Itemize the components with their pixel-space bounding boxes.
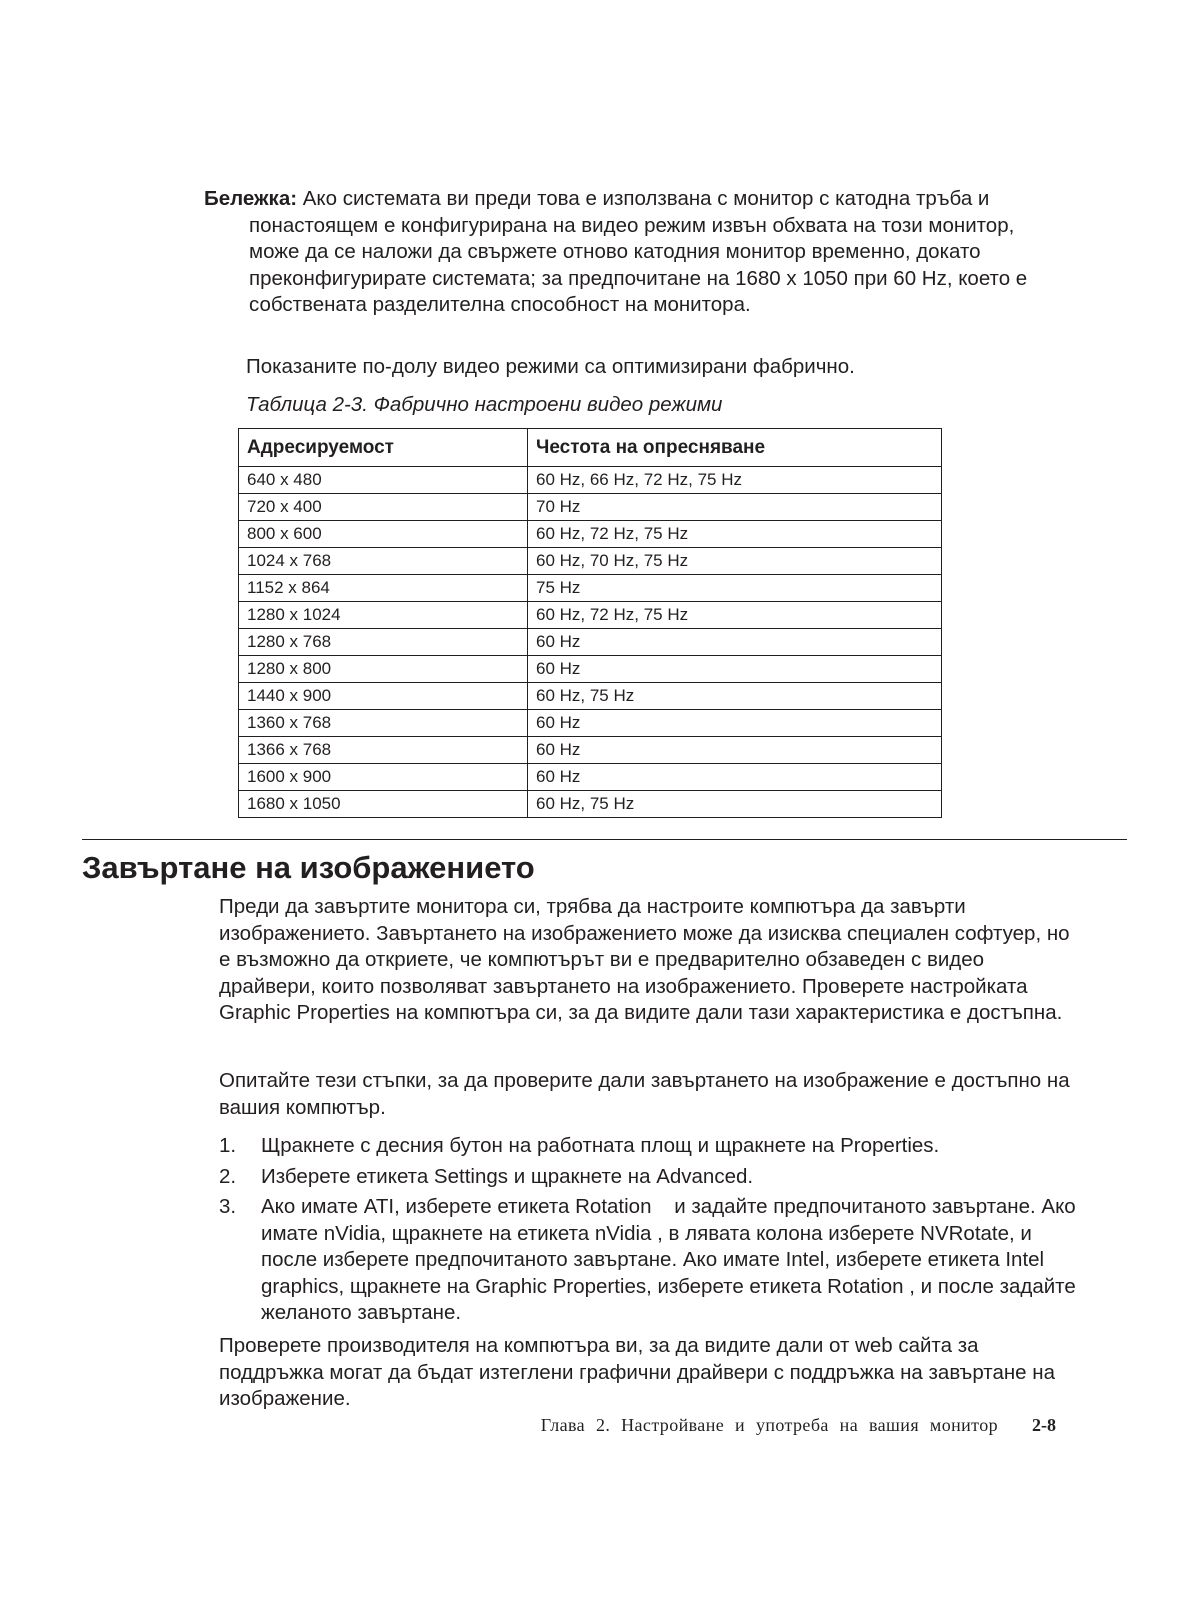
cell-addressability: 1280 x 1024: [239, 602, 528, 629]
step-text: Щракнете с десния бутон на работната площ и щракнете на Properties.: [261, 1134, 940, 1157]
cell-addressability: 1024 x 768: [239, 548, 528, 575]
cell-addressability: 1360 x 768: [239, 710, 528, 737]
cell-addressability: 800 x 600: [239, 521, 528, 548]
footer-chapter: Глава 2. Настройване и употреба на вашия монитор: [540, 1415, 998, 1435]
cell-addressability: 1280 x 800: [239, 656, 528, 683]
cell-refresh-rate: 60 Hz, 70 Hz, 75 Hz: [528, 548, 942, 575]
table-row: [239, 629, 942, 656]
section-divider: [82, 839, 1127, 840]
table-row: [239, 548, 942, 575]
note-label: Бележка:: [204, 187, 298, 210]
cell-addressability: 1680 x 1050: [239, 791, 528, 818]
video-modes-table: [238, 428, 942, 818]
step-text: Ако имате ATI, изберете етикета Rotation и задайте предпочитаното завъртане. Ако имате nVidia, щракнете на етикета nVidia , в лявата колона изберете NVRotate, и после изберете предпочитаното завъртане. Ако имате Intel, изберете етикета Intel graphics, щракнете на Graphic Properties, изберете етикета Rotation , и после задайте желаното завъртане.: [261, 1195, 1082, 1324]
cell-refresh-rate: 60 Hz, 75 Hz: [528, 791, 942, 818]
page-footer: [541, 1415, 1056, 1436]
header-refresh-rate: Честота на опресняване: [528, 429, 942, 467]
cell-addressability: 1440 x 900: [239, 683, 528, 710]
note-block: [204, 186, 1054, 319]
cell-refresh-rate: 60 Hz: [528, 629, 942, 656]
list-item: [219, 1194, 1082, 1327]
step-number: 3.: [219, 1195, 237, 1218]
cell-refresh-rate: 60 Hz: [528, 710, 942, 737]
cell-refresh-rate: 75 Hz: [528, 575, 942, 602]
table-row: [239, 710, 942, 737]
list-item: [219, 1164, 1079, 1191]
table-header-row: [239, 429, 942, 467]
table-row: [239, 494, 942, 521]
list-item: [219, 1133, 1079, 1160]
section-title: Завъртане на изображението: [82, 850, 535, 885]
cell-refresh-rate: 60 Hz, 75 Hz: [528, 683, 942, 710]
paragraph: Опитайте тези стъпки, за да проверите дали завъртането на изображение е достъпно на вашия компютър.: [219, 1069, 1070, 1119]
cell-refresh-rate: 60 Hz, 72 Hz, 75 Hz: [528, 602, 942, 629]
cell-addressability: 1280 x 768: [239, 629, 528, 656]
table-row: [239, 791, 942, 818]
table-caption: Таблица 2-3. Фабрично настроени видео режими: [246, 393, 723, 416]
cell-addressability: 1366 x 768: [239, 737, 528, 764]
cell-refresh-rate: 60 Hz, 66 Hz, 72 Hz, 75 Hz: [528, 467, 942, 494]
note-text: Ако системата ви преди това е използвана с монитор с катодна тръба и понастоящем е конфигурирана на видео режим извън обхвата на този монитор, може да се наложи да свържете отново катодния монитор временно, докато преконфигурирате системата; за предпочитане на 1680 x 1050 при 60 Hz, което е собствената разделителна способност на монитора.: [249, 187, 1028, 316]
paragraph: Проверете производителя на компютъра ви, за да видите дали от web сайта за поддръжка могат да бъдат изтеглени графични драйвери с поддръжка на завъртане на изображение.: [219, 1334, 1055, 1410]
header-addressability: Адресируемост: [239, 429, 528, 467]
cell-refresh-rate: 60 Hz: [528, 737, 942, 764]
cell-refresh-rate: 60 Hz: [528, 656, 942, 683]
table-row: [239, 764, 942, 791]
table-row: [239, 467, 942, 494]
table-row: [239, 602, 942, 629]
step-number: 1.: [219, 1134, 237, 1157]
page-number: 2-8: [1032, 1415, 1056, 1435]
table-row: [239, 575, 942, 602]
table-row: [239, 683, 942, 710]
step-number: 2.: [219, 1164, 237, 1188]
cell-addressability: 640 x 480: [239, 467, 528, 494]
table-row: [239, 656, 942, 683]
table-row: [239, 521, 942, 548]
steps-list: [219, 1133, 1082, 1331]
table-row: [239, 737, 942, 764]
cell-addressability: 720 x 400: [239, 494, 528, 521]
paragraph: Преди да завъртите монитора си, трябва да настроите компютъра да завърти изображението. Завъртането на изображението може да изисква специален софтуер, но е възможно да откриете, че компютърът ви е предварително обзаведен с видео драйвери, които позволяват завъртането на изображението. Проверете настройката Graphic Properties на компютъра си, за да видите дали тази характеристика е достъпна.: [219, 895, 1070, 1024]
table-intro: Показаните по-долу видео режими са оптимизирани фабрично.: [246, 355, 855, 378]
cell-refresh-rate: 60 Hz: [528, 764, 942, 791]
cell-addressability: 1152 x 864: [239, 575, 528, 602]
step-text: Изберете етикета Settings и щракнете на Advanced.: [261, 1164, 754, 1188]
cell-addressability: 1600 x 900: [239, 764, 528, 791]
cell-refresh-rate: 60 Hz, 72 Hz, 75 Hz: [528, 521, 942, 548]
cell-refresh-rate: 70 Hz: [528, 494, 942, 521]
